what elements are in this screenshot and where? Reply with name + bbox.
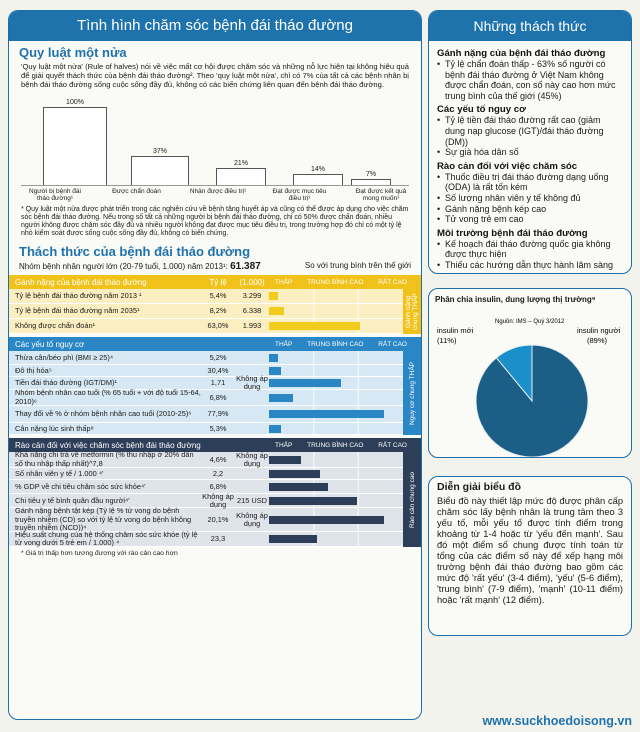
indicator-value-2: Không áp dụng — [236, 450, 268, 468]
indicator-bar-track — [269, 532, 403, 546]
pie-left-label: insulin mới — [437, 325, 474, 335]
level-label: THẤP — [275, 340, 293, 348]
level-label: THẤP — [275, 278, 293, 286]
indicator-value: 1,71 — [210, 378, 226, 388]
level-label: TRUNG BÌNH CAO — [307, 278, 364, 286]
block-title: Các yếu tố nguy cơ — [15, 339, 85, 349]
indicator-blocks — [9, 275, 421, 547]
challenge-heading: Thách thức của bệnh đái tháo đường — [19, 244, 251, 260]
indicator-block — [9, 337, 421, 435]
indicator-bar-track — [269, 494, 403, 507]
indicator-label: Cân nặng lúc sinh thấp⁸ — [15, 423, 94, 433]
indicator-value: 30,4% — [207, 365, 229, 375]
indicator-label: % GDP về chi tiêu chăm sóc sức khỏe⁴' — [15, 481, 146, 491]
halves-bar — [216, 168, 266, 184]
right-column — [428, 10, 632, 636]
challenge-item: • Thuốc điều trị đái tháo đường dạng uống (ODA) là rất tốn kém — [437, 172, 623, 193]
challenges-title: Những thách thức — [429, 11, 631, 41]
indicator-bar — [269, 456, 301, 464]
indicator-value: 77,9% — [207, 409, 229, 419]
level-label: RẤT CAO — [378, 278, 407, 286]
indicator-label: Tỷ lệ bệnh đái tháo đường năm 2035¹ — [15, 306, 140, 316]
pie-right-label: insulin người — [577, 325, 621, 335]
pie-left-pct: (11%) — [437, 335, 457, 345]
indicator-row — [9, 304, 403, 319]
halves-pct: 37% — [152, 147, 167, 155]
challenge-item: • Gánh nặng bệnh kép cao — [437, 204, 623, 215]
indicator-row — [9, 508, 403, 532]
indicator-bar — [269, 322, 360, 330]
indicator-bar — [269, 425, 281, 433]
indicator-value: 5,4% — [209, 291, 227, 301]
level-label: RẤT CAO — [378, 441, 407, 449]
level-label: TRUNG BÌNH CAO — [307, 340, 364, 348]
barrier-footnote: * Giá trị thấp hơn tương đương với rào cản cao hơn — [21, 550, 178, 558]
indicator-bar-track — [269, 319, 403, 333]
block-header — [9, 337, 421, 351]
indicator-value-2: 6.338 — [242, 306, 262, 316]
block-summary — [403, 289, 421, 334]
indicator-bar-track — [269, 423, 403, 434]
halves-label: Đạt được mục tiêu điều trị¹ — [272, 187, 327, 203]
challenge-items — [437, 239, 623, 271]
indicator-bar — [269, 516, 384, 524]
challenge-item: • Số lượng nhân viên y tế không đủ — [437, 193, 623, 204]
indicator-block — [9, 438, 421, 547]
block-summary-label: Rào cản chung cao — [408, 471, 416, 528]
indicator-value: 63,0% — [207, 321, 229, 331]
indicator-bar — [269, 367, 281, 375]
indicator-value: 20,1% — [207, 514, 229, 524]
indicator-bar — [269, 379, 341, 387]
indicator-bar-track — [269, 452, 403, 467]
halves-label: Đạt được kết quả mong muốn¹ — [355, 187, 407, 203]
panel-title: Tình hình chăm sóc bệnh đái tháo đường — [9, 11, 421, 41]
insulin-pie-box — [428, 288, 632, 458]
population-summary — [9, 261, 421, 274]
indicator-row — [9, 289, 403, 304]
world-compare-label: So với trung bình trên thế giới — [304, 261, 411, 271]
indicator-row — [9, 351, 403, 365]
indicator-bar — [269, 292, 278, 300]
halves-bar — [43, 107, 107, 185]
population-label: Nhóm bệnh nhân người lớn (20-79 tuổi, 1.000) năm 2013¹: — [19, 262, 228, 272]
indicator-value: 2,2 — [212, 468, 224, 478]
pie-right-pct: (89%) — [587, 335, 608, 345]
indicator-label: Gánh nặng bệnh tật kép (Tỷ lệ % tử vong do bệnh truyền nhiễm (CD) so với tỷ lệ tử vong do bệnh không truyền nhiễm (NCD))⁴ — [15, 506, 192, 533]
level-label: TRUNG BÌNH CAO — [307, 441, 364, 449]
block-summary-label: Nguy cơ chung THẤP — [408, 361, 416, 425]
indicator-row — [9, 319, 403, 334]
pie-title: Phân chia insulin, dung lượng thị trường⁹ — [435, 294, 596, 304]
indicator-value-2: 3.299 — [242, 291, 262, 301]
indicator-bar-track — [269, 304, 403, 318]
indicator-bar-track — [269, 406, 403, 422]
indicator-label: Hiệu suất chung của hệ thống chăm sóc sức khỏe (tỷ lệ tử vong dưới 5 trẻ em / 1.000) ⁴ — [15, 529, 198, 548]
block-title: Rào cản đối với việc chăm sóc bệnh đái tháo đường — [15, 440, 201, 450]
block-summary-label: Gánh nặng chung THẤP — [405, 293, 419, 331]
indicator-bar — [269, 483, 328, 491]
halves-bar — [351, 179, 391, 184]
insulin-pie-chart — [437, 311, 627, 458]
indicator-label: Số nhân viên y tế / 1.000 ⁴' — [15, 468, 104, 478]
interpretation-heading: Diễn giải biểu đồ — [437, 480, 522, 493]
challenge-items — [437, 59, 623, 101]
indicator-label: Tiền đái tháo đường (IGT/DM)¹ — [15, 378, 117, 388]
halves-bar — [293, 174, 343, 185]
level-label: THẤP — [275, 441, 293, 449]
indicator-label: Thừa cân/béo phì (BMI ≥ 25)⁴ — [15, 352, 114, 362]
challenge-group-heading: Các yếu tố nguy cơ — [437, 104, 526, 116]
indicator-value: 5,3% — [209, 423, 227, 433]
indicator-label: Khả năng chi trả về metformin (% thu nhập ở 20% dân số thu nhập thấp nhất)^7,8 — [15, 450, 194, 468]
pie-slice-human-insulin — [476, 345, 588, 457]
rule-text: 'Quy luật một nửa' (Rule of halves) nói về việc mất cơ hội được chăm sóc và những nỗ lực hiện tại không hiệu quả để giải quyết thách thức của bệnh đái tháo đường². Theo 'quy luật một nửa', chỉ có 7% của tất cả các bệnh nhân bị bệnh đái tháo đường sống cuộc sống đầy đủ, không có các biến chứng liên quan đến bệnh đái tháo đường. — [21, 62, 409, 90]
indicator-label: Không được chẩn đoán¹ — [15, 321, 96, 331]
indicator-bar-track — [269, 508, 403, 531]
halves-pct: 100% — [66, 98, 84, 106]
indicator-value-2: 215 USD — [237, 495, 267, 505]
col-count-header: (1.000) — [239, 277, 265, 287]
source-url[interactable]: www.suckhoedoisong.vn — [482, 714, 632, 728]
indicator-label: Đô thị hóa⁵ — [15, 365, 52, 375]
indicator-block — [9, 275, 421, 334]
interpretation-box — [428, 476, 632, 636]
halves-pct: 14% — [310, 165, 325, 173]
population-line — [19, 261, 261, 272]
indicator-bar — [269, 535, 317, 543]
indicator-label: Thay đổi về % ở nhóm bệnh nhân cao tuổi (2010-25)⁶ — [15, 409, 192, 419]
halves-label: Được chẩn đoán — [112, 187, 161, 195]
challenge-item: • Kế hoạch đái tháo đường quốc gia không được thực hiện — [437, 239, 623, 260]
block-header — [9, 275, 421, 289]
challenge-items — [437, 172, 623, 225]
indicator-value: 8,2% — [209, 306, 227, 316]
indicator-bar — [269, 410, 384, 418]
indicator-value-2: 1.993 — [242, 321, 262, 331]
indicator-value: 6,8% — [209, 481, 227, 491]
indicator-bar-track — [269, 351, 403, 364]
care-status-panel — [8, 10, 422, 720]
indicator-row — [9, 365, 403, 377]
indicator-value-2: Không áp dụng — [236, 374, 268, 392]
challenge-item: • Thiếu các hướng dẫn thực hành lâm sàng — [437, 260, 623, 271]
indicator-bar — [269, 307, 284, 315]
indicator-label: Nhóm bệnh nhân cao tuổi (% 65 tuổi + với độ tuổi 15-64, 2010)⁶ — [15, 388, 201, 406]
indicator-bar-track — [269, 468, 403, 479]
indicator-value: 6,8% — [209, 392, 227, 402]
rule-of-halves-chart — [21, 94, 409, 186]
pie-slices — [476, 345, 588, 457]
level-scale — [269, 442, 421, 449]
indicator-bar-track — [269, 365, 403, 376]
indicator-value: 5,2% — [209, 352, 227, 362]
rule-of-halves-labels — [9, 186, 421, 203]
challenges-list — [429, 41, 631, 273]
indicator-bar — [269, 470, 320, 478]
halves-bar — [131, 156, 189, 185]
interpretation-text: Biểu đồ này thiết lập mức độ được phân cấp chăm sóc lấy bệnh nhân là trung tâm theo 3 yếu tố, mỗi yếu tố được tính điểm trong khoảng từ 1-4 hoặc từ 'yếu đến mạnh'. Sau đó một điểm số chung được tính toán từ tổng của các điểm số này để xếp hạng môi trường bệnh đái tháo đường bao gồm các mức độ 'rất yếu' (3-4 điểm), 'yếu' (5-6 điểm), 'trung bình' (7-9 điểm), 'mạnh' (10-11 điểm) hoặc 'rất mạnh' (12 điểm). — [437, 495, 623, 605]
challenge-item: • Tỷ lệ tiền đái tháo đường rất cao (giảm dung nạp glucose (IGT)/đái tháo đường (DM)) — [437, 115, 623, 147]
challenge-group-heading: Gánh nặng của bệnh đái tháo đường — [437, 48, 606, 59]
indicator-bar — [269, 497, 357, 505]
indicator-label: Chi tiêu y tế bình quân đầu người⁴' — [15, 495, 130, 505]
indicator-row — [9, 390, 403, 406]
halves-pct: 7% — [365, 171, 377, 179]
challenge-group-heading: Môi trường bệnh đái tháo đường — [437, 227, 588, 239]
challenge-item: • Tử vong trẻ em cao — [437, 214, 623, 225]
block-summary — [403, 452, 421, 547]
indicator-value-2: Không áp dụng — [236, 510, 268, 528]
indicator-value: Không áp dụng — [202, 491, 234, 509]
challenge-group-heading: Rào cản đối với việc chăm sóc — [437, 160, 578, 172]
level-scale — [269, 279, 421, 286]
challenges-box — [428, 10, 632, 274]
indicator-row — [9, 423, 403, 435]
indicator-row — [9, 452, 403, 468]
level-scale — [269, 341, 421, 348]
indicator-bar-track — [269, 289, 403, 303]
indicator-row — [9, 468, 403, 480]
indicator-bar-track — [269, 480, 403, 493]
block-title: Gánh nặng của bệnh đái tháo đường — [15, 277, 147, 287]
col-rate-header: Tỷ lệ — [209, 277, 227, 287]
challenge-item: • Sự già hóa dân số — [437, 147, 623, 158]
indicator-row — [9, 406, 403, 423]
halves-pct: 21% — [233, 160, 248, 168]
indicator-bar — [269, 354, 278, 362]
indicator-label: Tỷ lệ bệnh đái tháo đường năm 2013 ¹ — [15, 291, 142, 301]
halves-label: Nhận được điều trị¹ — [189, 187, 247, 195]
halves-label: Người bị bệnh đái tháo đường¹ — [29, 187, 81, 203]
challenge-item: • Tỷ lệ chẩn đoán thấp - 63% số người có bệnh đái tháo đường ở Việt Nam không được chẩn đoán, con số này cao hơn mức trung bình của thế giới (45%) — [437, 59, 623, 101]
population-value: 61.387 — [230, 261, 261, 273]
indicator-value: 4,6% — [209, 454, 227, 464]
block-summary — [403, 351, 421, 435]
challenge-items — [437, 115, 623, 157]
indicator-bar — [269, 394, 293, 402]
indicator-bar-track — [269, 377, 403, 389]
rule-heading: Quy luật một nửa — [19, 45, 127, 60]
indicator-row — [9, 529, 403, 548]
rule-footnote: * Quy luật một nửa được phát triển trong các nghiên cứu về bệnh tăng huyết áp và cũng có thể được áp dụng cho việc chăm sóc bệnh đái tháo đường. Nếu trong số tất cả những người bị bệnh đái tháo đường, chỉ có 50% được chẩn đoán, nhiều người không được chăm sóc đầy đủ và nhiều người không đạt được mục tiêu điều trị, trong trường hợp đó chỉ có một tỷ lệ nhỏ kiểm soát được sống cuộc sống đầy đủ, không có biến chứng. — [21, 205, 409, 238]
level-label: RẤT CAO — [378, 340, 407, 348]
indicator-value: 23,3 — [210, 534, 226, 544]
indicator-bar-track — [269, 390, 403, 405]
pie-source: Nguồn: IMS – Quý 3/2012 — [495, 318, 565, 325]
